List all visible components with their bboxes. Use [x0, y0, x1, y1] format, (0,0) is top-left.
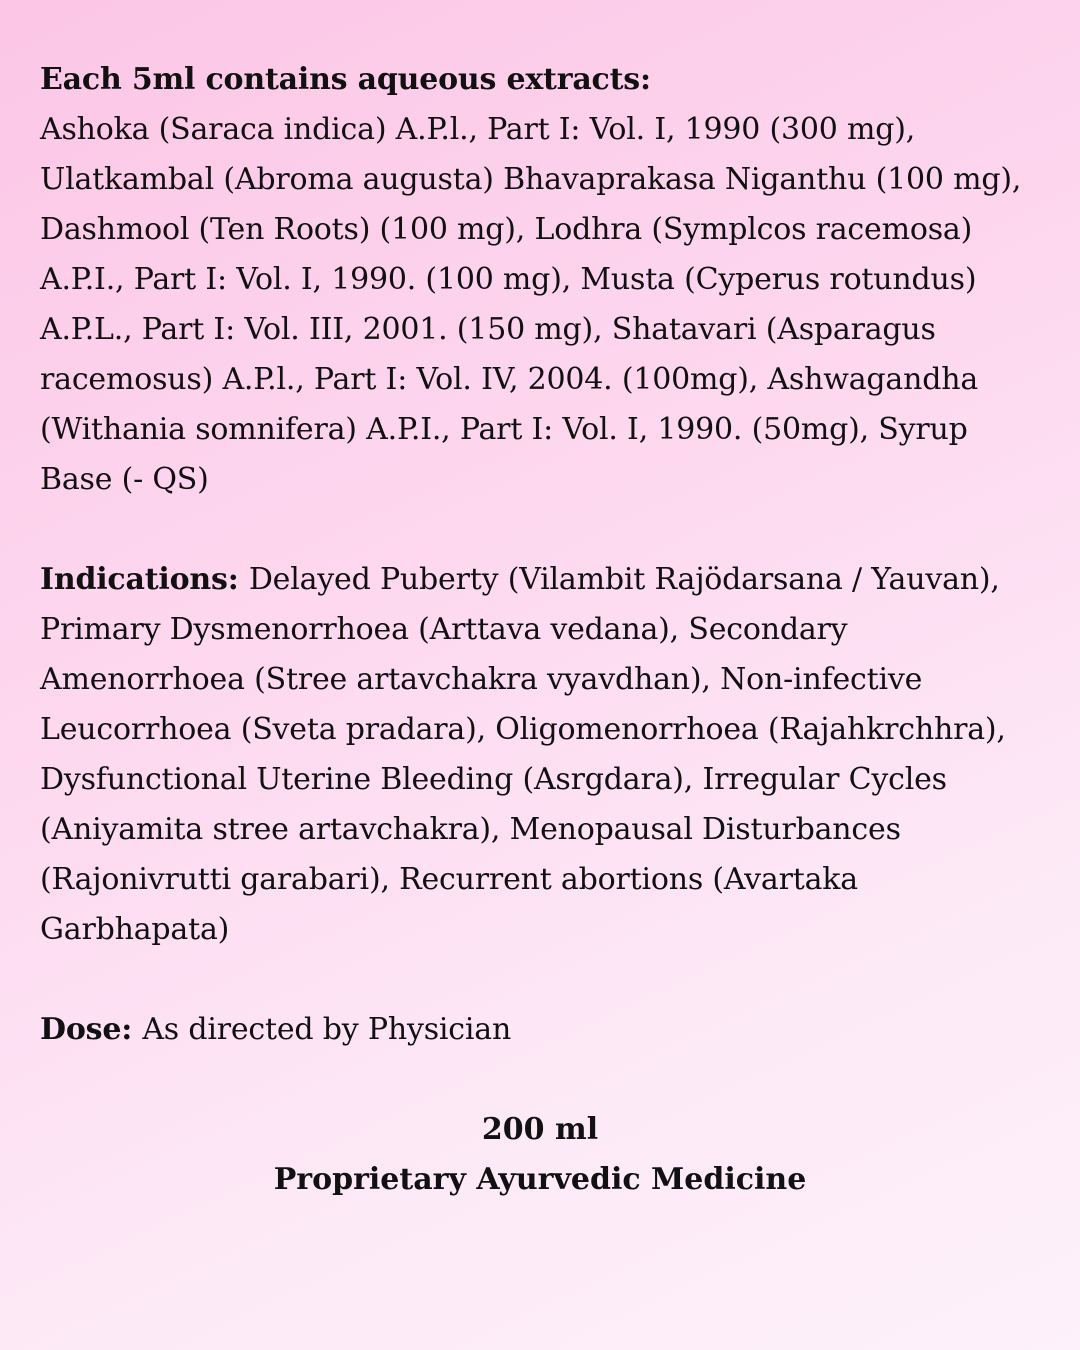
dose-heading: Dose: [40, 1012, 143, 1047]
indications-text: Delayed Puberty (Vilambit Rajödarsana / Yauvan), Primary Dysmenorrhoea (Arttava vedana), Secondary Amenorrhoea (Stree artavchakra vyavdhan), Non-infective Leucorrhoea (Sveta pradara), Oligomenorrhoea (Rajahkrchhra), Dysfunctional Uterine Bleeding (Asrgdara), Irregular Cycles (Aniyamita stree artavchakra), Menopausal Disturbances (Rajonivrutti garabari), Recurrent abortions (Avartaka Garbhapata) [40, 562, 1006, 947]
composition-text: Ashoka (Saraca indica) A.P.l., Part I: Vol. I, 1990 (300 mg), Ulatkambal (Abroma augusta) Bhavaprakasa Niganthu (100 mg), Dashmool (Ten Roots) (100 mg), Lodhra (Symplcos racemosa) A.P.I., Part I: Vol. I, 1990. (100 mg), Musta (Cyperus rotundus) A.P.L., Part I: Vol. III, 2001. (150 mg), Shatavari (Asparagus racemosus) A.P.l., Part I: Vol. IV, 2004. (100mg), Ashwagandha (Withania somnifera) A.P.I., Part I: Vol. I, 1990. (50mg), Syrup Base (- QS) [40, 112, 1022, 497]
composition-section [40, 55, 1040, 505]
dose-text: As directed by Physician [142, 1012, 512, 1047]
product-footer [0, 1105, 1080, 1205]
indications-heading: Indications: [40, 562, 249, 597]
indications-section [40, 555, 1040, 955]
volume-label: 200 ml [481, 1112, 599, 1147]
category-label: Proprietary Ayurvedic Medicine [273, 1162, 807, 1197]
composition-heading: Each 5ml contains aqueous extracts: [40, 62, 651, 97]
dose-section [40, 1005, 1040, 1055]
